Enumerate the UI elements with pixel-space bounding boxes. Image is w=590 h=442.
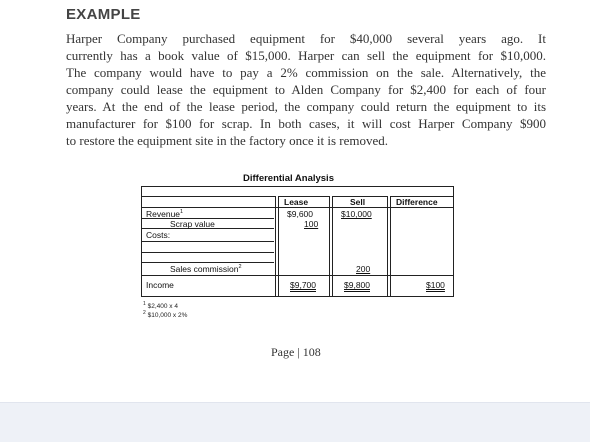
- bottom-toolbar-area: [0, 402, 590, 442]
- header-difference: Difference: [396, 197, 438, 207]
- cell-revenue-lease: $9,600: [287, 209, 313, 219]
- row-divider: [141, 262, 274, 263]
- row-divider: [141, 207, 453, 208]
- header-lease: Lease: [284, 197, 309, 207]
- paragraph-line: years. At the end of the lease period, the company could return the equipment to its: [66, 99, 546, 114]
- footnote: $^2$ $10,000 x 2%: [143, 310, 188, 320]
- paragraph-line: currently has a book value of $15,000. Harper can sell the equipment for $10,000.: [66, 48, 546, 63]
- paragraph-line: manufacturer for $100 for scrap. In both cases, it will cost Harper Company $900: [66, 116, 546, 131]
- cell-scrap-lease: 100: [304, 219, 319, 229]
- row-label-commission: Sales commission$^2$: [170, 264, 242, 274]
- paragraph-line: company could lease the equipment to Alden Company for $2,400 for each of four: [66, 82, 546, 97]
- footnote: $^1$ $2,400 x 4: [143, 301, 178, 311]
- paragraph-line: The company would have to pay a 2% commission on the sale. Alternatively, the: [66, 65, 546, 80]
- row-label-revenue: Revenue$^1$: [146, 209, 184, 219]
- cell-revenue-sell: $10,000: [341, 209, 372, 219]
- row-label-scrap: Scrap value: [170, 219, 215, 229]
- row-divider: [141, 252, 274, 253]
- example-heading: EXAMPLE: [66, 6, 141, 23]
- table-title: Differential Analysis: [243, 173, 334, 184]
- row-divider: [141, 241, 274, 242]
- row-label-costs: Costs:: [146, 230, 171, 240]
- cell-income-lease: $9,700: [290, 280, 316, 290]
- paragraph-line: to restore the equipment site in the factory once it is removed.: [66, 133, 389, 148]
- cell-income-sell: $9,800: [344, 280, 370, 290]
- paragraph-line: Harper Company purchased equipment for $40,000 several years ago. It: [66, 31, 546, 46]
- header-sell: Sell: [350, 197, 366, 207]
- example-paragraph: [66, 30, 546, 149]
- row-label-income: Income: [146, 280, 174, 290]
- cell-commission-sell: 200: [356, 264, 371, 274]
- row-divider: [141, 275, 453, 276]
- page-number: Page | 108: [271, 345, 321, 359]
- cell-income-difference: $100: [426, 280, 445, 290]
